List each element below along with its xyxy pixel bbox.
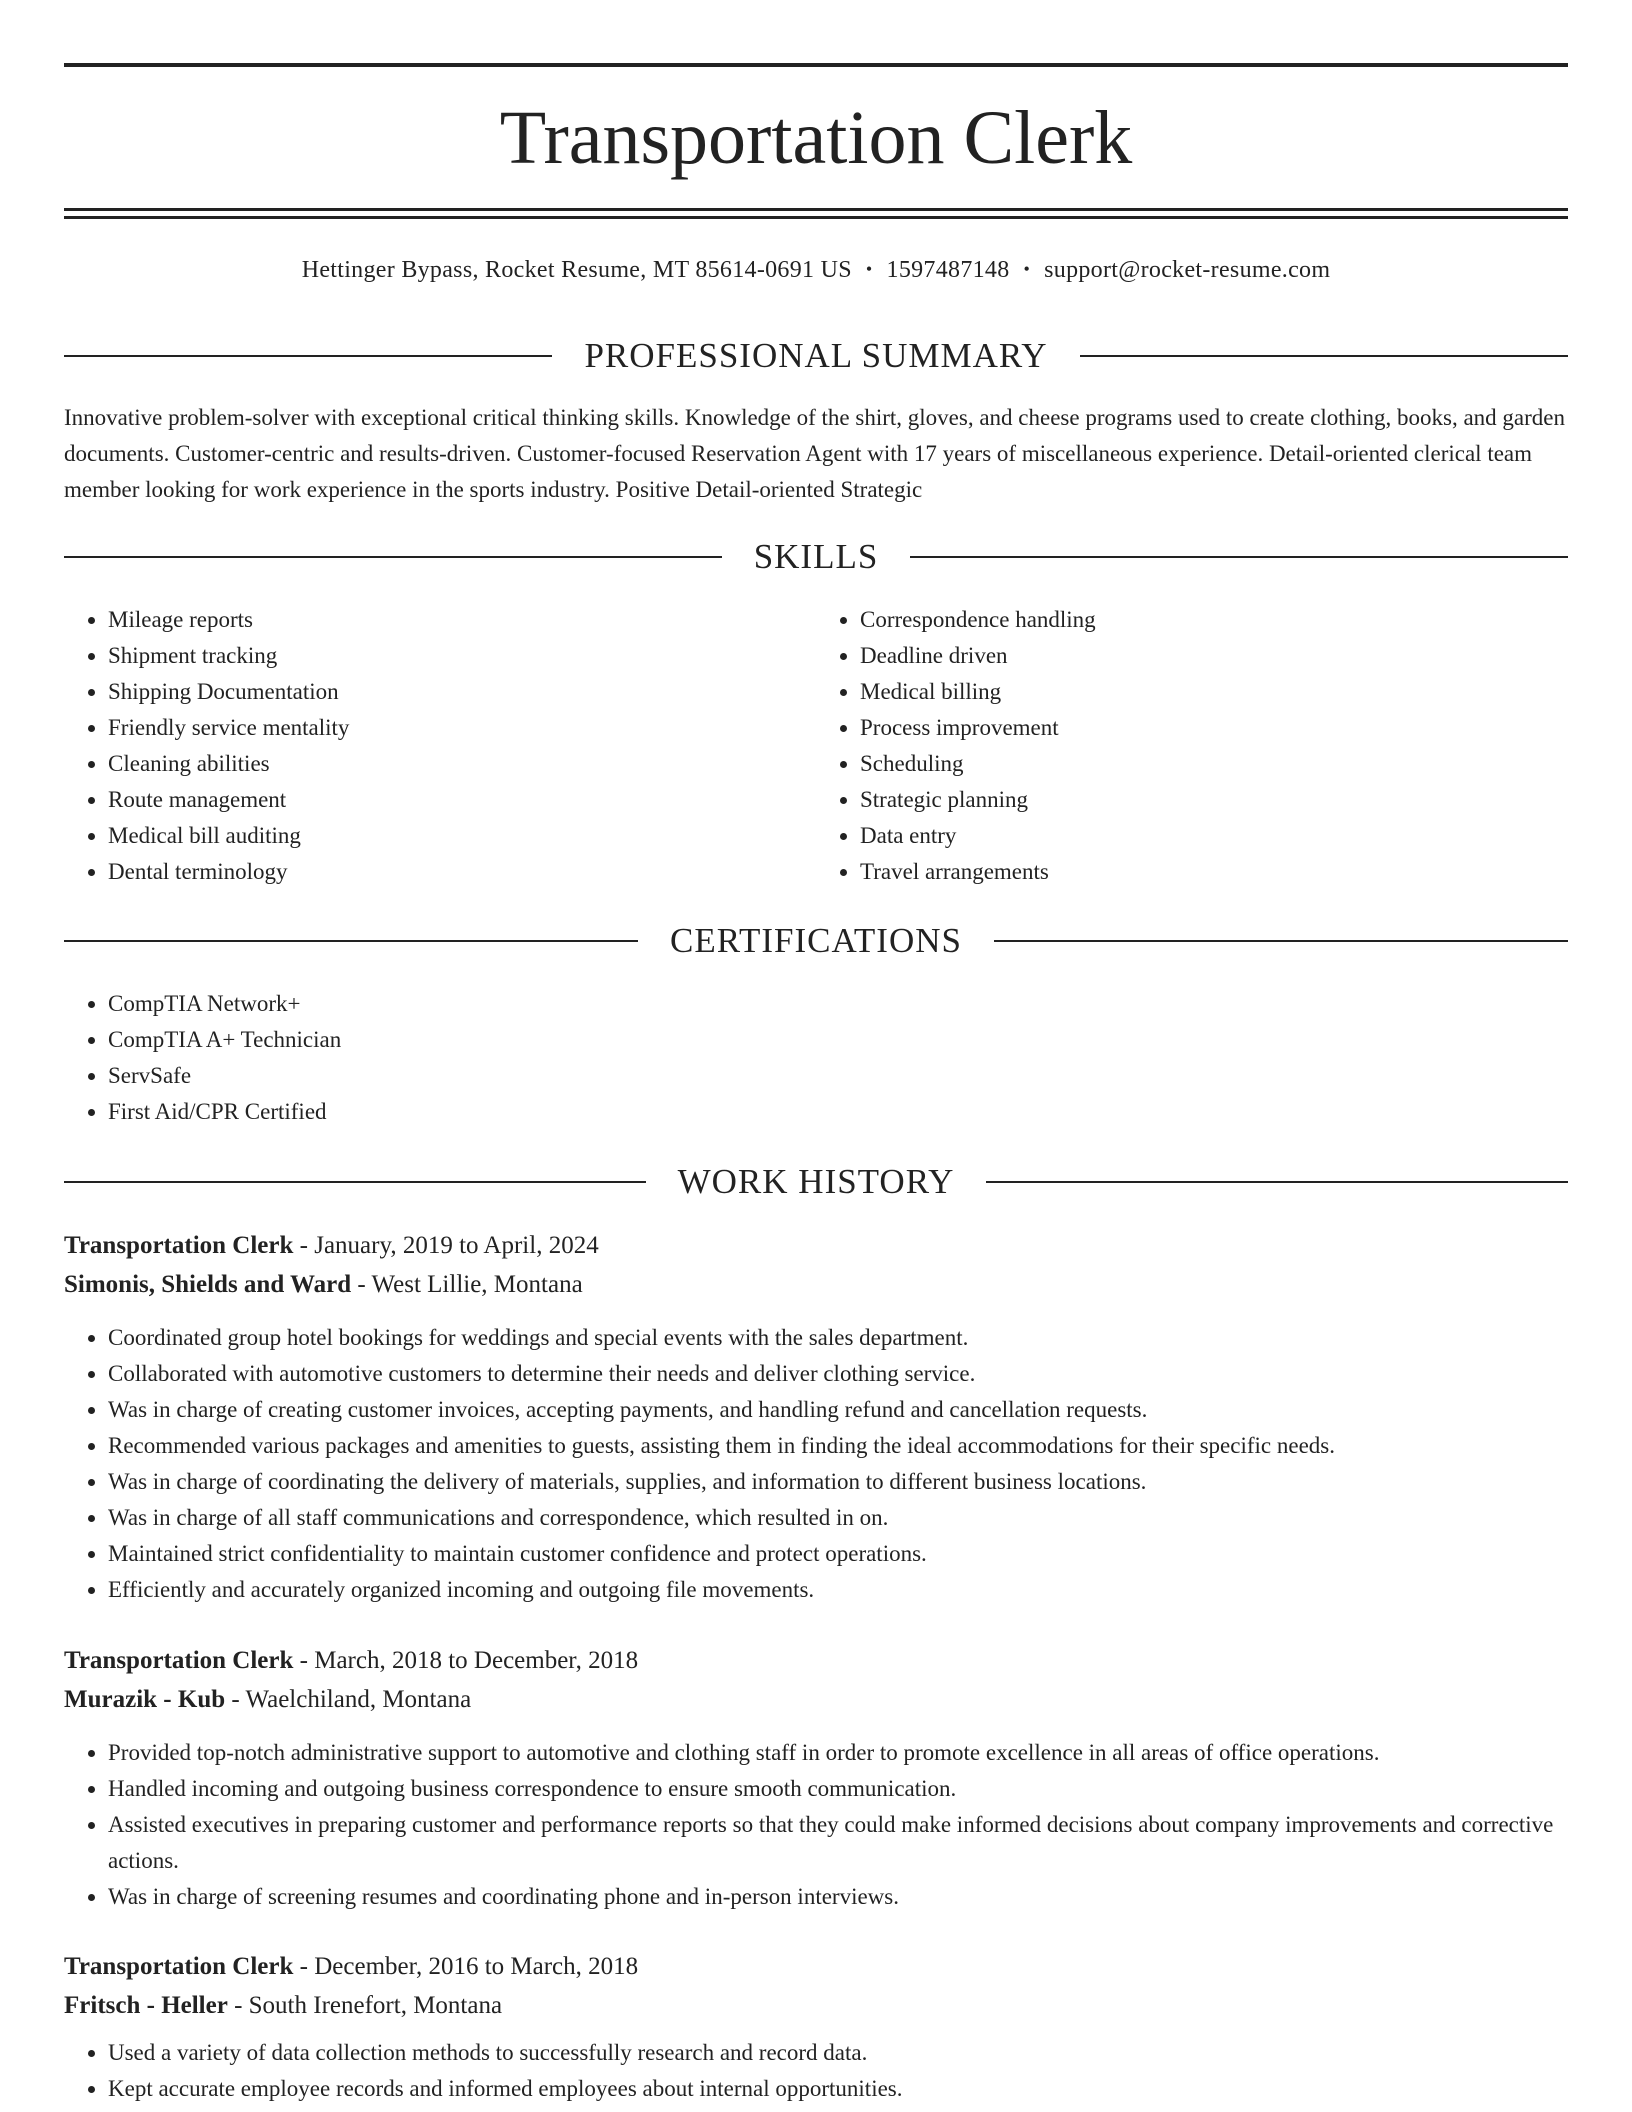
certification-item: • CompTIA A+ Technician bbox=[108, 1022, 1568, 1058]
job-bullet: • Handled incoming and outgoing business correspondence to ensure smooth communication. bbox=[108, 1771, 1568, 1807]
skill-item: • Medical billing bbox=[860, 674, 1568, 710]
job-bullet: • Was in charge of all staff communications and correspondence, which resulted in on. bbox=[108, 1500, 1568, 1536]
heading-rule bbox=[64, 355, 552, 357]
job-company: Simonis, Shields and Ward bbox=[64, 1271, 352, 1298]
heading-rule bbox=[910, 556, 1568, 558]
job-bullet: • Coordinated group hotel bookings for weddings and special events with the sales department. bbox=[108, 1320, 1568, 1356]
skills-list-left bbox=[64, 602, 816, 890]
job-dates: - January, 2019 to April, 2024 bbox=[293, 1232, 599, 1259]
skill-item: • Strategic planning bbox=[860, 782, 1568, 818]
job-company-line bbox=[64, 1265, 1568, 1304]
contact-phone: 1597487148 bbox=[886, 257, 1010, 283]
job-dates: - March, 2018 to December, 2018 bbox=[293, 1647, 639, 1674]
job-bullet: • Efficiently and accurately organized incoming and outgoing file movements. bbox=[108, 1572, 1568, 1608]
contact-line bbox=[64, 252, 1568, 289]
skill-item: • Process improvement bbox=[860, 710, 1568, 746]
skills-title: SKILLS bbox=[753, 537, 879, 576]
summary-text: Innovative problem-solver with exceptional critical thinking skills. Knowledge of the shirt, gloves, and cheese programs used to create clothing, books, and garden documents. Customer-centric and results-driven. Customer-focused Reservation Agent with 17 years of miscellaneous experience. Detail-oriented clerical team member looking for work experience in the sports industry. Positive Detail-oriented Strategic bbox=[64, 405, 1565, 502]
job-bullet: • Was in charge of coordinating the delivery of materials, supplies, and information to different business locations. bbox=[108, 1464, 1568, 1500]
certification-item: • First Aid/CPR Certified bbox=[108, 1094, 1568, 1130]
resume-name: Transportation Clerk bbox=[499, 96, 1133, 180]
contact-separator: • bbox=[1023, 259, 1031, 279]
job-entry bbox=[64, 1641, 1568, 1915]
job-bullet: • Was in charge of creating customer invoices, accepting payments, and handling refund and cancellation requests. bbox=[108, 1392, 1568, 1428]
skills-heading bbox=[64, 532, 1568, 582]
heading-rule bbox=[64, 940, 638, 942]
top-rule bbox=[64, 63, 1568, 67]
job-company: Murazik - Kub bbox=[64, 1686, 226, 1713]
job-title-line bbox=[64, 1947, 1568, 1986]
job-entry bbox=[64, 1947, 1568, 2107]
job-company-line bbox=[64, 1680, 1568, 1719]
job-company: Fritsch - Heller bbox=[64, 1992, 228, 2019]
job-bullet: • Kept accurate employee records and informed employees about internal opportunities. bbox=[108, 2071, 1568, 2107]
job-location: - South Irenefort, Montana bbox=[227, 1992, 503, 2019]
job-role: Transportation Clerk bbox=[64, 1647, 294, 1674]
skill-item: • Scheduling bbox=[860, 746, 1568, 782]
job-bullets bbox=[64, 1320, 1568, 1608]
contact-separator: • bbox=[865, 259, 873, 279]
skill-item: • Data entry bbox=[860, 818, 1568, 854]
job-bullet: • Used a variety of data collection methods to successfully research and record data. bbox=[108, 2035, 1568, 2071]
job-location: - West Lillie, Montana bbox=[351, 1271, 583, 1298]
job-bullets bbox=[64, 2035, 1568, 2107]
job-role: Transportation Clerk bbox=[64, 1232, 294, 1259]
summary-heading bbox=[64, 331, 1568, 381]
contact-address: Hettinger Bypass, Rocket Resume, MT 85614-0691 US bbox=[301, 257, 852, 283]
skill-item: • Travel arrangements bbox=[860, 854, 1568, 890]
summary-title: PROFESSIONAL SUMMARY bbox=[584, 336, 1048, 375]
certifications-title: CERTIFICATIONS bbox=[670, 921, 962, 960]
skill-item: • Correspondence handling bbox=[860, 602, 1568, 638]
skill-item: • Mileage reports bbox=[108, 602, 816, 638]
skill-item: • Dental terminology bbox=[108, 854, 816, 890]
job-bullet: • Was in charge of screening resumes and coordinating phone and in-person interviews. bbox=[108, 1879, 1568, 1915]
heading-rule bbox=[1080, 355, 1568, 357]
certification-item: • CompTIA Network+ bbox=[108, 986, 1568, 1022]
job-title-line bbox=[64, 1641, 1568, 1680]
job-bullet: • Provided top-notch administrative support to automotive and clothing staff in order to promote excellence in all areas of office operations. bbox=[108, 1735, 1568, 1771]
job-title-line bbox=[64, 1226, 1568, 1265]
header-double-rule bbox=[64, 208, 1568, 219]
job-entry bbox=[64, 1226, 1568, 1608]
skills-list-right bbox=[816, 602, 1568, 890]
skill-item: • Route management bbox=[108, 782, 816, 818]
certification-item: • ServSafe bbox=[108, 1058, 1568, 1094]
job-location: - Waelchiland, Montana bbox=[225, 1686, 472, 1713]
job-bullet: • Maintained strict confidentiality to maintain customer confidence and protect operations. bbox=[108, 1536, 1568, 1572]
heading-rule bbox=[986, 1181, 1568, 1183]
heading-rule bbox=[64, 556, 722, 558]
contact-email: support@rocket-resume.com bbox=[1044, 257, 1331, 283]
heading-rule bbox=[64, 1181, 646, 1183]
skill-item: • Cleaning abilities bbox=[108, 746, 816, 782]
certifications-heading bbox=[64, 916, 1568, 966]
job-company-line bbox=[64, 1986, 1568, 2025]
job-bullet: • Collaborated with automotive customers to determine their needs and deliver clothing service. bbox=[108, 1356, 1568, 1392]
job-role: Transportation Clerk bbox=[64, 1953, 294, 1980]
skill-item: • Deadline driven bbox=[860, 638, 1568, 674]
skill-item: • Friendly service mentality bbox=[108, 710, 816, 746]
work-history-heading bbox=[64, 1157, 1568, 1207]
job-bullet: • Recommended various packages and amenities to guests, assisting them in finding the ideal accommodations for their specific needs. bbox=[108, 1428, 1568, 1464]
skill-item: • Shipping Documentation bbox=[108, 674, 816, 710]
certifications-list bbox=[64, 986, 1568, 1130]
work-history-title: WORK HISTORY bbox=[677, 1162, 955, 1201]
skill-item: • Medical bill auditing bbox=[108, 818, 816, 854]
heading-rule bbox=[994, 940, 1568, 942]
skill-item: • Shipment tracking bbox=[108, 638, 816, 674]
job-bullet: • Assisted executives in preparing customer and performance reports so that they could make informed decisions about company improvements and corrective actions. bbox=[108, 1807, 1568, 1879]
job-bullets bbox=[64, 1735, 1568, 1915]
job-dates: - December, 2016 to March, 2018 bbox=[293, 1953, 639, 1980]
skills-columns bbox=[64, 602, 1568, 890]
